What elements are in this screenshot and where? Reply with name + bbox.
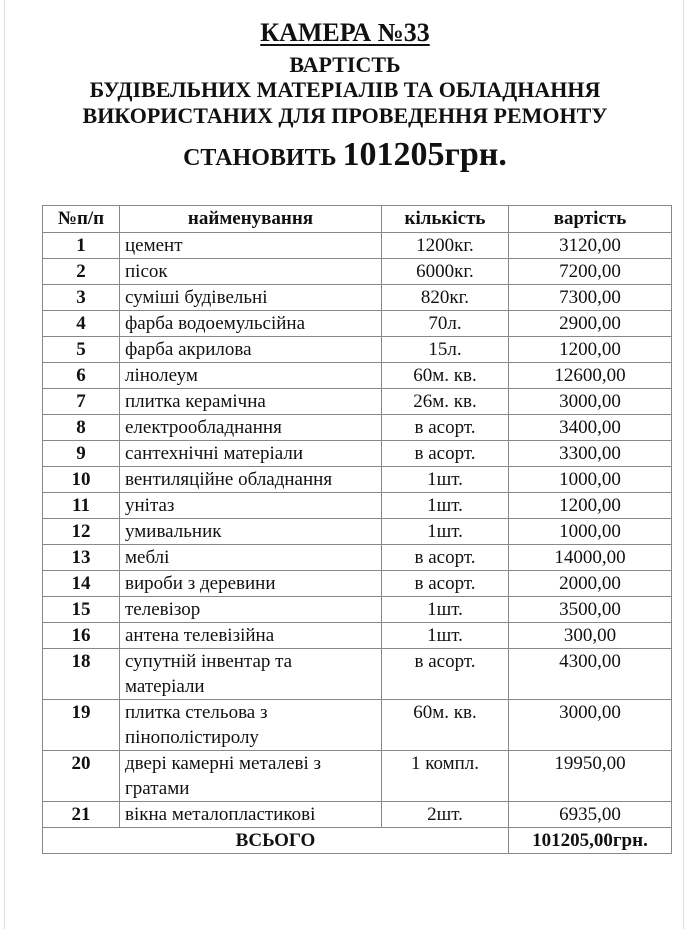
- row-quantity: 6000кг.: [382, 259, 509, 285]
- row-cost: 3000,00: [509, 389, 672, 415]
- row-quantity: в асорт.: [382, 545, 509, 571]
- table-body: [43, 233, 672, 828]
- row-name: умивальник: [120, 519, 382, 545]
- row-name: вікна металопластикові: [120, 802, 382, 828]
- row-cost: 12600,00: [509, 363, 672, 389]
- row-quantity: 1шт.: [382, 623, 509, 649]
- row-name: фарба водоемульсійна: [120, 311, 382, 337]
- row-name: лінолеум: [120, 363, 382, 389]
- heading-line-4: ВИКОРИСТАНИХ ДЛЯ ПРОВЕДЕННЯ РЕМОНТУ: [82, 103, 608, 128]
- row-quantity: 60м. кв.: [382, 363, 509, 389]
- row-cost: 1000,00: [509, 467, 672, 493]
- table-row: [43, 649, 672, 700]
- row-cost: 7200,00: [509, 259, 672, 285]
- row-cost: 3000,00: [509, 700, 672, 751]
- row-cost: 2900,00: [509, 311, 672, 337]
- row-quantity: 26м. кв.: [382, 389, 509, 415]
- row-name: фарба акрилова: [120, 337, 382, 363]
- row-cost: 3400,00: [509, 415, 672, 441]
- table-row: [43, 571, 672, 597]
- row-number: 14: [43, 571, 120, 597]
- row-cost: 3300,00: [509, 441, 672, 467]
- table-row: [43, 493, 672, 519]
- table-row: [43, 751, 672, 802]
- table-row: [43, 519, 672, 545]
- table-row: [43, 623, 672, 649]
- row-name: електрообладнання: [120, 415, 382, 441]
- row-number: 4: [43, 311, 120, 337]
- table-row: [43, 415, 672, 441]
- table-row: [43, 233, 672, 259]
- row-name: плитка стельова з пінополістиролу: [120, 700, 382, 751]
- row-quantity: 70л.: [382, 311, 509, 337]
- row-name: пісок: [120, 259, 382, 285]
- row-quantity: в асорт.: [382, 415, 509, 441]
- row-cost: 1000,00: [509, 519, 672, 545]
- row-number: 2: [43, 259, 120, 285]
- row-quantity: 1шт.: [382, 493, 509, 519]
- row-name: двері камерні металеві з гратами: [120, 751, 382, 802]
- table-row: [43, 259, 672, 285]
- row-name: унітаз: [120, 493, 382, 519]
- table-row: [43, 285, 672, 311]
- row-number: 12: [43, 519, 120, 545]
- row-cost: 19950,00: [509, 751, 672, 802]
- table-row: [43, 700, 672, 751]
- row-cost: 4300,00: [509, 649, 672, 700]
- row-quantity: 60м. кв.: [382, 700, 509, 751]
- heading-line-3: БУДІВЕЛЬНИХ МАТЕРІАЛІВ ТА ОБЛАДНАННЯ: [89, 77, 601, 102]
- row-number: 7: [43, 389, 120, 415]
- row-quantity: 1шт.: [382, 519, 509, 545]
- total-label: ВСЬОГО: [43, 828, 509, 854]
- total-amount: 101205грн.: [342, 136, 507, 173]
- col-header-number: №п/п: [43, 206, 120, 233]
- row-name: плитка керамічна: [120, 389, 382, 415]
- table-row: [43, 802, 672, 828]
- row-number: 18: [43, 649, 120, 700]
- row-quantity: 1 компл.: [382, 751, 509, 802]
- row-number: 19: [43, 700, 120, 751]
- row-cost: 2000,00: [509, 571, 672, 597]
- row-cost: 1200,00: [509, 493, 672, 519]
- row-name: суміші будівельні: [120, 285, 382, 311]
- row-cost: 7300,00: [509, 285, 672, 311]
- row-quantity: 15л.: [382, 337, 509, 363]
- row-number: 21: [43, 802, 120, 828]
- row-cost: 3500,00: [509, 597, 672, 623]
- row-number: 1: [43, 233, 120, 259]
- row-number: 13: [43, 545, 120, 571]
- table-row: [43, 363, 672, 389]
- row-name: антена телевізійна: [120, 623, 382, 649]
- row-quantity: 1шт.: [382, 467, 509, 493]
- col-header-cost: вартість: [509, 206, 672, 233]
- heading-line-2: ВАРТІСТЬ: [289, 52, 401, 77]
- table-row: [43, 389, 672, 415]
- row-number: 10: [43, 467, 120, 493]
- table-row: [43, 337, 672, 363]
- row-quantity: в асорт.: [382, 649, 509, 700]
- row-name: вентиляційне обладнання: [120, 467, 382, 493]
- row-name: цемент: [120, 233, 382, 259]
- table-row: [43, 597, 672, 623]
- row-name: телевізор: [120, 597, 382, 623]
- row-number: 9: [43, 441, 120, 467]
- row-cost: 6935,00: [509, 802, 672, 828]
- row-quantity: в асорт.: [382, 571, 509, 597]
- total-row: [43, 828, 672, 854]
- row-quantity: 1200кг.: [382, 233, 509, 259]
- row-number: 3: [43, 285, 120, 311]
- row-cost: 1200,00: [509, 337, 672, 363]
- row-quantity: 820кг.: [382, 285, 509, 311]
- row-number: 15: [43, 597, 120, 623]
- table-row: [43, 467, 672, 493]
- materials-table: [42, 205, 672, 854]
- row-number: 16: [43, 623, 120, 649]
- col-header-quantity: кількість: [382, 206, 509, 233]
- total-value: 101205,00грн.: [509, 828, 672, 854]
- document-title: КАМЕРА №33: [260, 18, 430, 47]
- row-name: сантехнічні матеріали: [120, 441, 382, 467]
- row-cost: 14000,00: [509, 545, 672, 571]
- total-prefix: СТАНОВИТЬ: [183, 145, 337, 171]
- row-cost: 3120,00: [509, 233, 672, 259]
- row-name: супутній інвентар та матеріали: [120, 649, 382, 700]
- row-number: 5: [43, 337, 120, 363]
- row-number: 20: [43, 751, 120, 802]
- col-header-name: найменування: [120, 206, 382, 233]
- table-header-row: [43, 206, 672, 233]
- row-number: 8: [43, 415, 120, 441]
- row-quantity: в асорт.: [382, 441, 509, 467]
- table-row: [43, 311, 672, 337]
- heading-total-line: [0, 136, 690, 174]
- row-number: 6: [43, 363, 120, 389]
- row-quantity: 2шт.: [382, 802, 509, 828]
- row-cost: 300,00: [509, 623, 672, 649]
- row-name: вироби з деревини: [120, 571, 382, 597]
- table-row: [43, 545, 672, 571]
- row-name: меблі: [120, 545, 382, 571]
- row-number: 11: [43, 493, 120, 519]
- row-quantity: 1шт.: [382, 597, 509, 623]
- table-row: [43, 441, 672, 467]
